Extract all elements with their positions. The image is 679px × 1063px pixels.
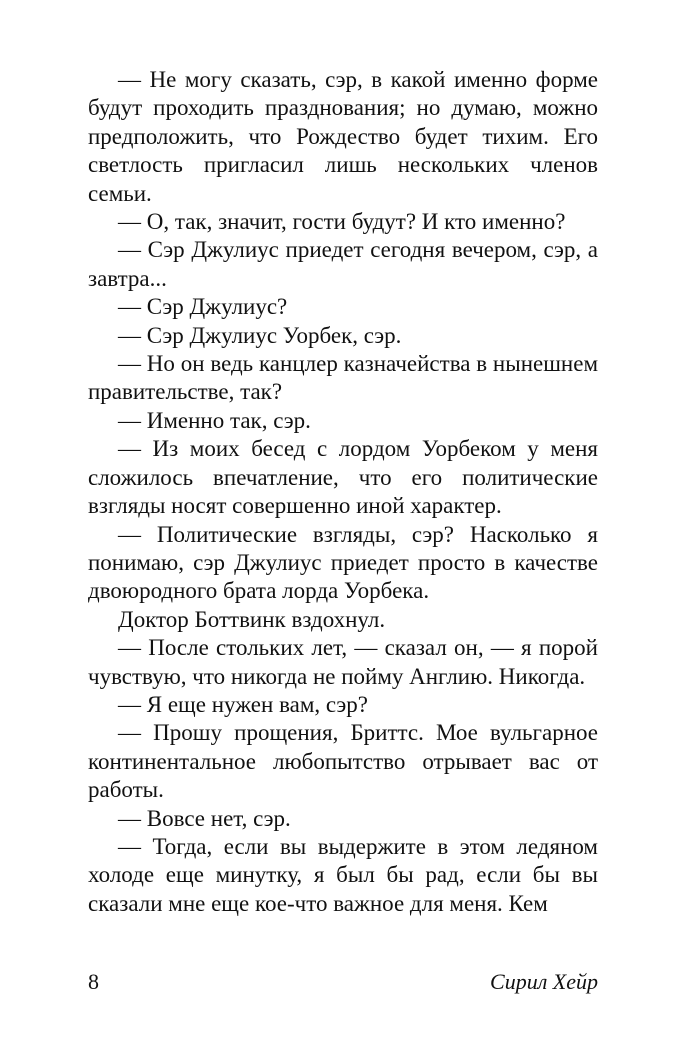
page-footer [88,967,598,997]
running-head-author: Сирил Хейр [490,969,598,994]
paragraph-9: — Политические взгляды, сэр? Насколько я понимаю, сэр Джулиус приедет просто в качестве двоюродного брата лорда Уорбека. [88,521,598,604]
paragraph-11: — После стольких лет, — сказал он, — я порой чувствую, что никогда не пойму Англию. Никогда. [88,635,598,689]
paragraph-3: — Сэр Джулиус приедет сегодня вечером, сэр, а завтра... [88,237,598,291]
paragraph-13: — Прошу прощения, Бриттс. Мое вульгарное континентальное любопытство отрывает вас от работы. [88,720,598,803]
paragraph-4: — Сэр Джулиус? [118,294,288,320]
paragraph-8: — Из моих бесед с лордом Уорбеком у меня сложилось впечатление, что его политические взгляды носят совершенно иной характер. [88,436,598,519]
paragraph-2: — О, так, значит, гости будут? И кто именно? [118,209,566,235]
paragraph-14: — Вовсе нет, сэр. [118,805,291,831]
paragraph-7: — Именно так, сэр. [118,407,311,433]
paragraph-15: — Тогда, если вы выдержите в этом ледяном холоде еще минутку, я был бы рад, если бы вы сказали мне еще кое-что важное для меня. Кем [88,833,598,916]
paragraph-6: — Но он ведь канцлер казначейства в нынешнем правительстве, так? [88,351,598,405]
page-number: 8 [88,969,99,994]
paragraph-1: — Не могу сказать, сэр, в какой именно форме будут проходить празднования; но думаю, можно предположить, что Рождество будет тихим. Его светлость пригласил лишь нескольких членов семьи. [88,67,598,206]
paragraph-12: — Я еще нужен вам, сэр? [118,691,368,717]
paragraph-10: Доктор Боттвинк вздохнул. [118,606,386,632]
paragraph-5: — Сэр Джулиус Уорбек, сэр. [118,322,402,348]
book-page-text [88,66,598,918]
